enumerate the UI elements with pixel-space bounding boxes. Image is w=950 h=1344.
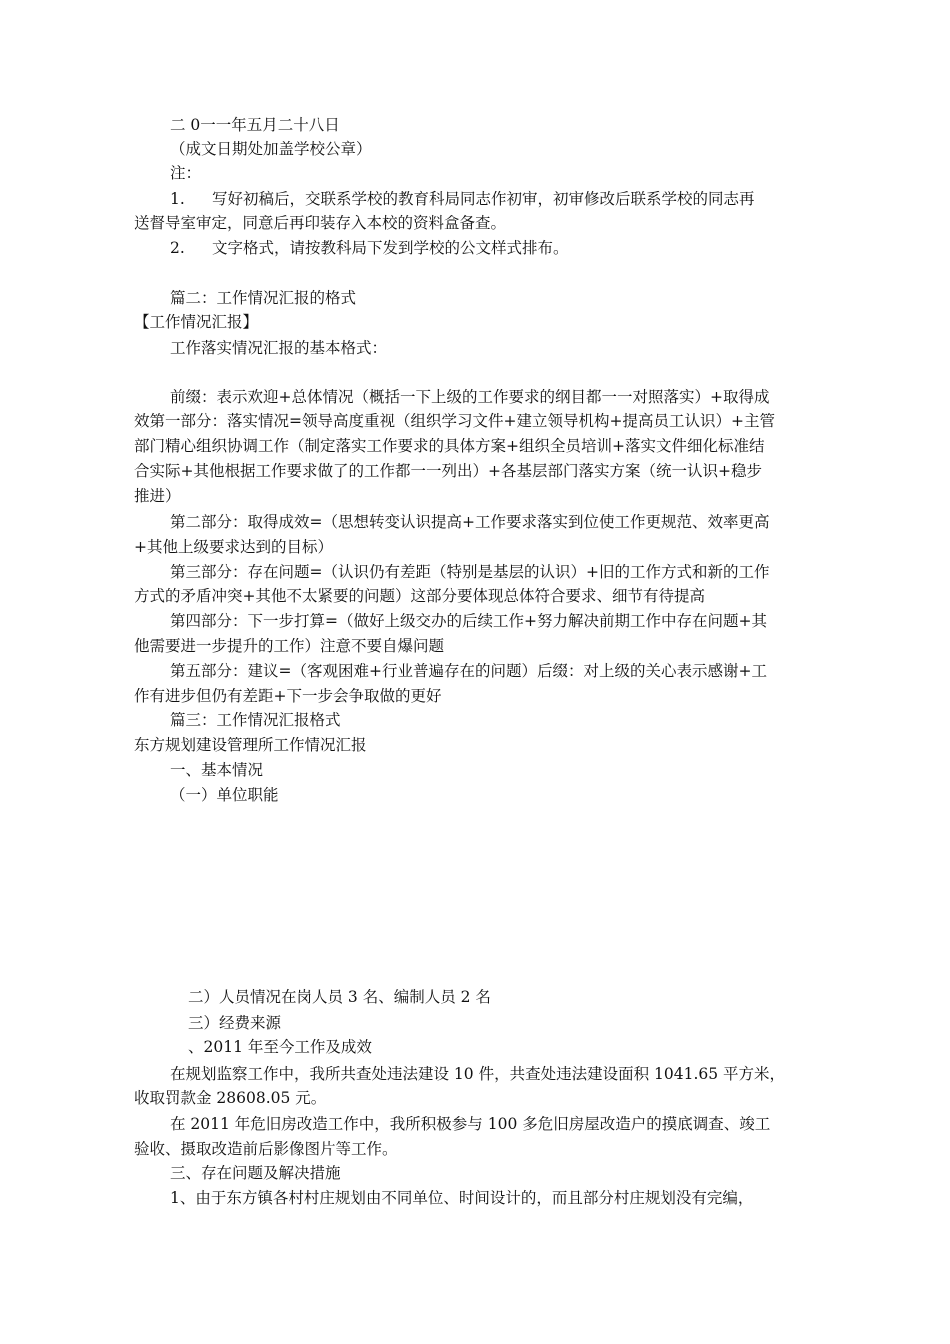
note-item-number: 1. xyxy=(170,190,185,208)
note-item-1 xyxy=(170,187,755,211)
paragraph-part5-line: 作有进步但仍有差距+下一步会争取做的更好 xyxy=(134,687,442,705)
report-title: 东方规划建设管理所工作情况汇报 xyxy=(134,736,367,754)
paragraph-renovation-line: 在 2011 年危旧房改造工作中，我所积极参与 100 多危旧房屋改造户的摸底调查、竣工 xyxy=(170,1115,771,1133)
section-3-title: 篇三：工作情况汇报格式 xyxy=(170,711,341,729)
note-item-text: 写好初稿后，交联系学校的教育科局同志作初审，初审修改后联系学校的同志再 xyxy=(212,190,755,208)
paragraph-issue-1: 1、由于东方镇各村村庄规划由不同单位、时间设计的，而且部分村庄规划没有完编， xyxy=(170,1189,754,1207)
paragraph-prefix-line: 合实际+其他根据工作要求做了的工作都一一列出）+各基层部门落实方案（统一认识+稳步 xyxy=(134,462,762,480)
note-item-number: 2. xyxy=(170,239,185,257)
basic-format-label: 工作落实情况汇报的基本格式： xyxy=(170,339,388,357)
paragraph-prefix-line: 部门精心组织协调工作（制定落实工作要求的具体方案+组织全员培训+落实文件细化标准结 xyxy=(134,437,765,455)
subheading-staff: 二）人员情况在岗人员 3 名、编制人员 2 名 xyxy=(188,988,491,1006)
paragraph-renovation-line: 验收、摄取改造前后影像图片等工作。 xyxy=(134,1140,398,1158)
note-item-2 xyxy=(170,236,569,260)
heading-issues: 三、存在问题及解决措施 xyxy=(170,1164,341,1182)
paragraph-prefix-line: 前缀：表示欢迎+总体情况（概括一下上级的工作要求的纲目都一一对照落实）+取得成 xyxy=(170,388,770,406)
subheading-unit-function: （一）单位职能 xyxy=(170,786,279,804)
paragraph-supervision-line: 收取罚款金 28608.05 元。 xyxy=(134,1089,327,1107)
note-item-text: 文字格式，请按教科局下发到学校的公文样式排布。 xyxy=(212,239,569,257)
paragraph-part5-line: 第五部分：建议=（客观困难+行业普遍存在的问题）后缀：对上级的关心表示感谢+工 xyxy=(170,662,767,680)
bracket-title: 【工作情况汇报】 xyxy=(134,313,259,331)
paragraph-part3-line: 第三部分：存在问题=（认识仍有差距（特别是基层的认识）+旧的工作方式和新的工作 xyxy=(170,563,770,581)
paragraph-part4-line: 第四部分：下一步打算=（做好上级交办的后续工作+努力解决前期工作中存在问题+其 xyxy=(170,612,767,630)
paragraph-part2-line: 第二部分：取得成效=（思想转变认识提高+工作要求落实到位使工作更规范、效率更高 xyxy=(170,513,770,531)
note-label: 注： xyxy=(170,164,202,182)
paragraph-part3-line: 方式的矛盾冲突+其他不太紧要的问题）这部分要体现总体符合要求、细节有待提高 xyxy=(134,587,705,605)
section-2-title: 篇二：工作情况汇报的格式 xyxy=(170,289,357,307)
subheading-funding: 三）经费来源 xyxy=(188,1014,282,1032)
date-line: 二 0一一年五月二十八日 xyxy=(170,116,340,134)
paragraph-prefix-line: 效第一部分：落实情况=领导高度重视（组织学习文件+建立领导机构+提高员工认识）+主管 xyxy=(134,412,775,430)
stamp-note: （成文日期处加盖学校公章） xyxy=(170,140,372,158)
paragraph-part2-line: +其他上级要求达到的目标） xyxy=(134,538,333,556)
paragraph-part4-line: 他需要进一步提升的工作）注意不要自爆问题 xyxy=(134,637,445,655)
note-item-1-cont: 送督导室审定，同意后再印装存入本校的资料盒备查。 xyxy=(134,214,507,232)
heading-work-results: 、2011 年至今工作及成效 xyxy=(188,1038,372,1056)
paragraph-prefix-line: 推进） xyxy=(134,487,181,505)
paragraph-supervision-line: 在规划监察工作中，我所共查处违法建设 10 件，共查处违法建设面积 1041.65 平方米， xyxy=(170,1065,786,1083)
heading-basic-info: 一、基本情况 xyxy=(170,761,264,779)
